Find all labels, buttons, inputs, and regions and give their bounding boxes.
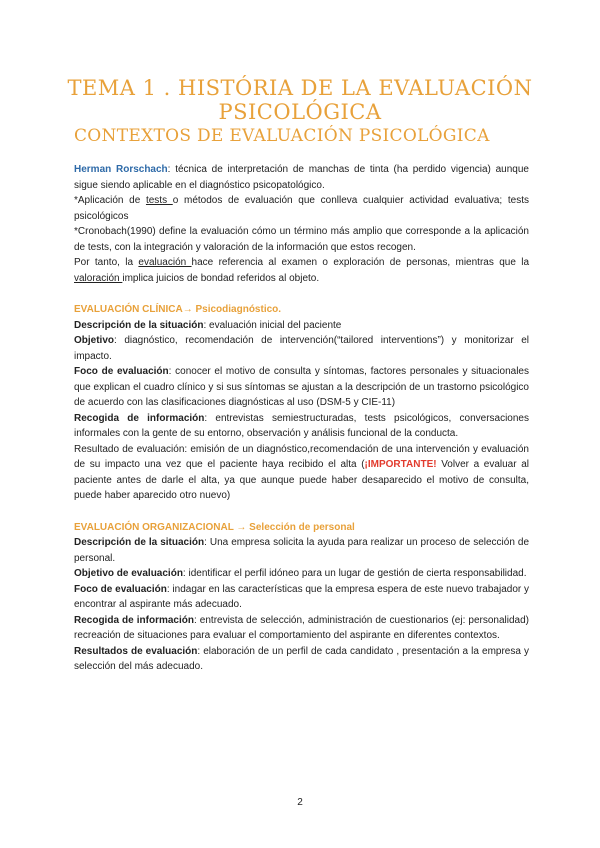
- portanto-mid: hace referencia al examen o exploración de personas, mientras que la: [191, 257, 530, 268]
- clinica-obj-text: : diagnóstico, recomendación de intervención(“tailored interventions”) y monitorizar el impacto.: [74, 335, 529, 362]
- org-resultados-text: : elaboración de un perfil de cada candidato , presentación a la empresa y selección del más adecuado.: [74, 645, 529, 672]
- org-descripcion: [74, 535, 529, 566]
- tests-pre: *Aplicación de: [74, 195, 146, 206]
- page-title: TEMA 1 . HISTÓRIA DE LA EVALUACIÓN PSICOLÓGICA: [67, 76, 533, 124]
- org-resultados-label: Resultados de evaluación: [74, 645, 198, 657]
- org-recogida-text: : entrevista de selección, administración de cuestionarios (ej: personalidad) recreación de situaciones para evaluar el comportamiento del aspirante en diferentes contextos.: [74, 614, 529, 641]
- clinica-resultado-post: Volver a evaluar al paciente antes de darle el alta, ya que aunque puede haber desaparecido el motivo de consulta, puede haber aparecido otro nuevo): [74, 459, 529, 501]
- clinica-foco-label: Foco de evaluación: [74, 366, 169, 377]
- clinica-objetivo: [74, 333, 529, 364]
- clinica-resultado-text: Resultado de evaluación: emisión de un diagnóstico,recomendación de una intervención y evaluación de su impacto una vez que el paciente haya recibido el alta (: [74, 443, 529, 470]
- clinica-foco-text: : conocer el motivo de consulta y síntomas, factores personales y situacionales que explican el cuadro clínico y si sus síntomas se ajustan a la descripción de un trastorno psicológico de acuerdo con las clasificaciones diagnósticas al uso (DSM-5 y CIE-11): [74, 366, 529, 408]
- clinica-recogida-text: : entrevistas semiestructuradas, tests psicológicos, conversaciones informales con la gente de su entorno, observación y análisis funcional de la conducta.: [74, 412, 529, 439]
- clinica-recogida: [74, 411, 529, 442]
- org-recogida-label: Recogida de información: [74, 614, 194, 626]
- rorschach-text: : técnica de interpretación de manchas de tinta (ha perdido vigencia) aunque sigue siendo aplicable en el diagnóstico psicopatológico.: [74, 164, 529, 191]
- cronbach-paragraph: *Cronobach(1990) define la evaluación cómo un término más amplio que corresponde a la aplicación de tests, con la integración y valoración de la información que estos recogen.: [74, 226, 529, 253]
- section-subtitle: CONTEXTOS DE EVALUACIÓN PSICOLÓGICA: [74, 126, 490, 146]
- tests-post: o métodos de evaluación que conlleva cualquier actividad evaluativa; tests psicológicos: [74, 195, 529, 222]
- clinica-desc-text: : evaluación inicial del paciente: [203, 319, 342, 331]
- org-desc-text: : Una empresa solicita la ayuda para realizar un proceso de selección de personal.: [74, 537, 529, 564]
- tests-paragraph: [74, 193, 529, 224]
- org-objetivo: [74, 566, 529, 582]
- document-body: [74, 162, 529, 675]
- importante-label: ¡IMPORTANTE!: [364, 459, 437, 470]
- rorschach-name: Herman Rorschach: [74, 164, 168, 175]
- org-foco-label: Foco de evaluación: [74, 583, 167, 595]
- clinica-descripcion: [74, 318, 529, 334]
- clinica-recogida-label: Recogida de información: [74, 412, 205, 424]
- organizacional-heading: EVALUACIÓN ORGANIZACIONAL → Selección de personal: [74, 521, 355, 533]
- page-number: 2: [297, 797, 303, 808]
- org-desc-label: Descripción de la situación: [74, 537, 205, 548]
- portanto-evaluacion: evaluación: [138, 257, 192, 268]
- portanto-post: implica juicios de bondad referidos al objeto.: [122, 272, 320, 284]
- portanto-paragraph: [74, 255, 529, 286]
- clinica-resultado: [74, 442, 529, 504]
- portanto-pre: Por tanto, la: [74, 257, 139, 268]
- org-recogida: [74, 613, 529, 644]
- org-foco-text: : indagar en las características que la empresa espera de este nuevo trabajador y encontrar al aspirante más adecuado.: [74, 583, 530, 610]
- tests-word: tests: [145, 195, 173, 206]
- org-resultados: [74, 644, 529, 675]
- clinica-heading: EVALUACIÓN CLÍNICA→ Psicodiagnóstico.: [74, 304, 282, 315]
- portanto-valoracion: valoración: [74, 272, 123, 284]
- clinica-desc-label: Descripción de la situación: [74, 319, 204, 331]
- org-foco: [74, 582, 529, 613]
- clinica-obj-label: Objetivo: [74, 335, 115, 346]
- clinica-foco: [74, 364, 529, 411]
- org-obj-label: Objetivo de evaluación: [74, 568, 183, 579]
- rorschach-paragraph: [74, 162, 529, 193]
- org-obj-text: : identificar el perfil idóneo para un lugar de gestión de cierta responsabilidad.: [182, 568, 527, 579]
